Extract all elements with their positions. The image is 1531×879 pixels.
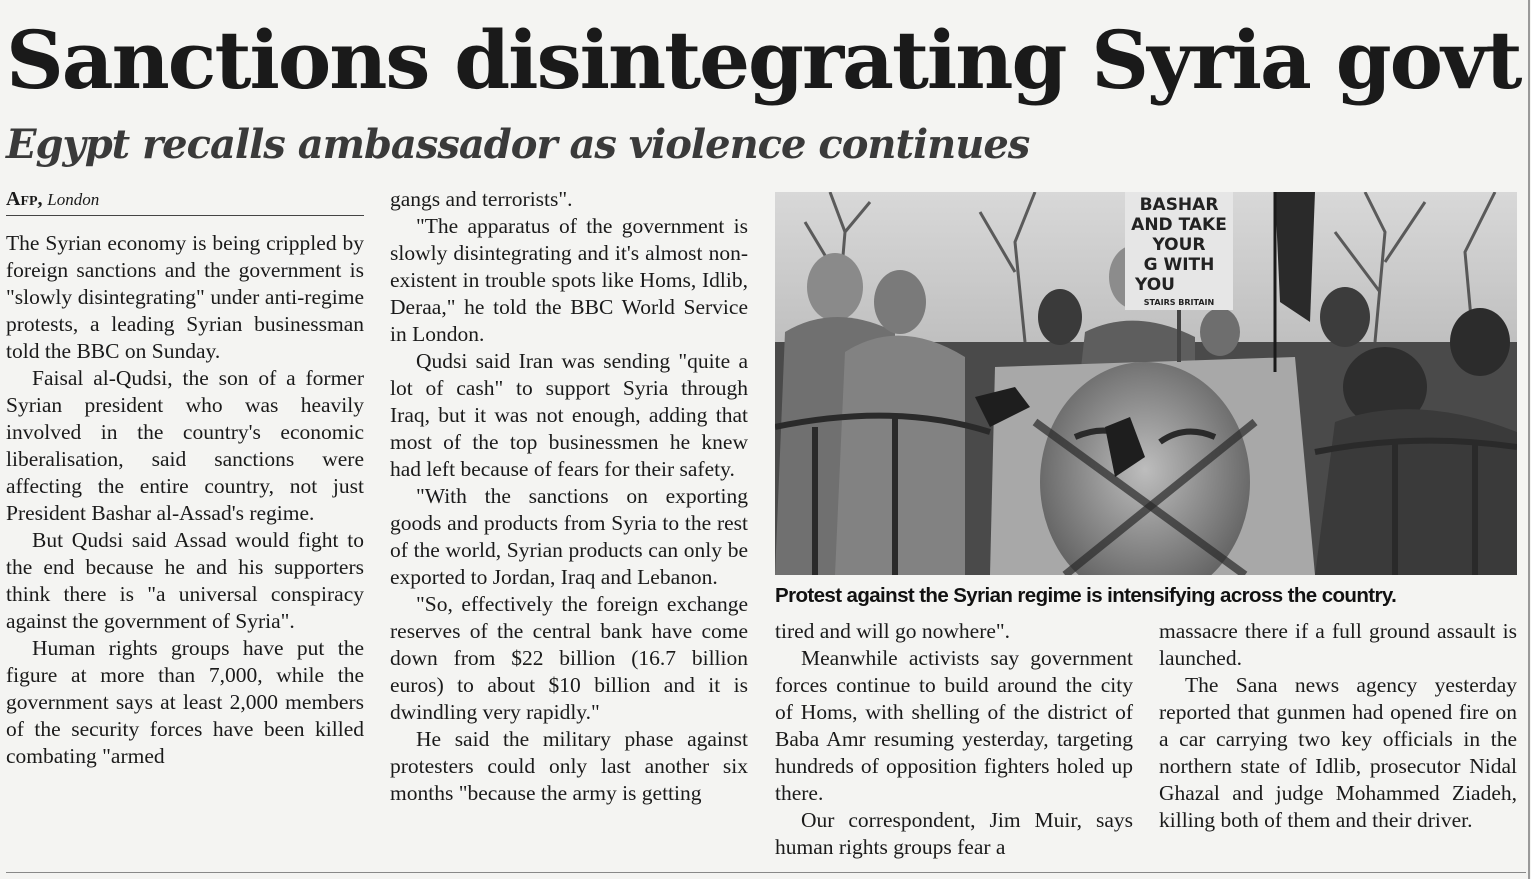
placard-line: G WITH — [1143, 255, 1215, 275]
placard-line: BASHAR — [1139, 195, 1219, 215]
photo-caption: Protest against the Syrian regime is intensifying across the country. — [775, 584, 1397, 607]
byline-place: London — [47, 190, 100, 209]
paragraph: "The apparatus of the government is slowly disintegrating and it's almost non-existent in trouble spots like Homs, Idlib, Deraa," he told the BBC World Service in London. — [390, 214, 748, 346]
paragraph: Meanwhile activists say government forces continue to build around the city of Homs, with shelling of the district of Baba Amr resuming yesterday, targeting hundreds of opposition fighters holed up there. — [775, 646, 1133, 805]
paragraph: "With the sanctions on exporting goods and products from Syria to the rest of the world, Syrian products can only be exported to Jordan, Iraq and Lebanon. — [390, 484, 748, 589]
paragraph: He said the military phase against protesters could only last another six months "because the army is getting — [390, 727, 748, 805]
paragraph: Qudsi said Iran was sending "quite a lot of cash" to support Syria through Iraq, but it was not enough, adding that most of the top businessmen he knew had left because of fears for their safety. — [390, 349, 748, 481]
headline: Sanctions disintegrating Syria govt — [6, 13, 1521, 107]
paragraph-continued: gangs and terrorists". — [390, 187, 573, 211]
placard-footer: STAIRS BRITAIN — [1143, 298, 1215, 307]
paragraph-continued: tired and will go nowhere". — [775, 619, 1011, 643]
placard-line: YOUR — [1152, 235, 1206, 255]
article-column-2 — [390, 186, 748, 807]
article-column-1 — [6, 186, 364, 770]
protest-photo — [775, 192, 1517, 575]
article-column-3 — [775, 618, 1133, 861]
byline — [6, 186, 364, 216]
article-column-4 — [1159, 618, 1517, 834]
paragraph: Our correspondent, Jim Muir, says human rights groups fear a — [775, 808, 1133, 859]
paragraph: The Sana news agency yesterday reported that gunmen had opened fire on a car carrying two key officials in the northern state of Idlib, prosecutor Nidal Ghazal and judge Mohammed Ziadeh, killing both of them and their driver. — [1159, 673, 1517, 832]
bottom-rule — [6, 872, 1526, 873]
paragraph-continued: massacre there if a full ground assault is launched. — [1159, 619, 1517, 670]
paragraph: Faisal al-Qudsi, the son of a former Syrian president who was heavily involved in the country's economic liberalisation, said sanctions were affecting the entire country, not just President Bashar al-Assad's regime. — [6, 366, 364, 525]
placard-line: AND TAKE — [1131, 215, 1227, 235]
subheadline: Egypt recalls ambassador as violence continues — [6, 121, 1030, 168]
paragraph: "So, effectively the foreign exchange reserves of the central bank have come down from $22 billion (16.7 billion euros) to about $10 billion and it is dwindling very rapidly." — [390, 592, 748, 724]
byline-agency: Afp, — [6, 188, 43, 210]
placard-line: YOU — [1135, 275, 1175, 295]
paragraph: The Syrian economy is being crippled by foreign sanctions and the government is "slowly disintegrating" under anti-regime protests, a leading Syrian businessman told the BBC on Sunday. — [6, 231, 364, 363]
page-edge-rule — [1528, 0, 1530, 879]
paragraph: Human rights groups have put the figure at more than 7,000, while the government says at least 2,000 members of the security forces have been killed combating "armed — [6, 636, 364, 768]
paragraph: But Qudsi said Assad would fight to the end because he and his supporters think there is "a universal conspiracy against the government of Syria". — [6, 528, 364, 633]
